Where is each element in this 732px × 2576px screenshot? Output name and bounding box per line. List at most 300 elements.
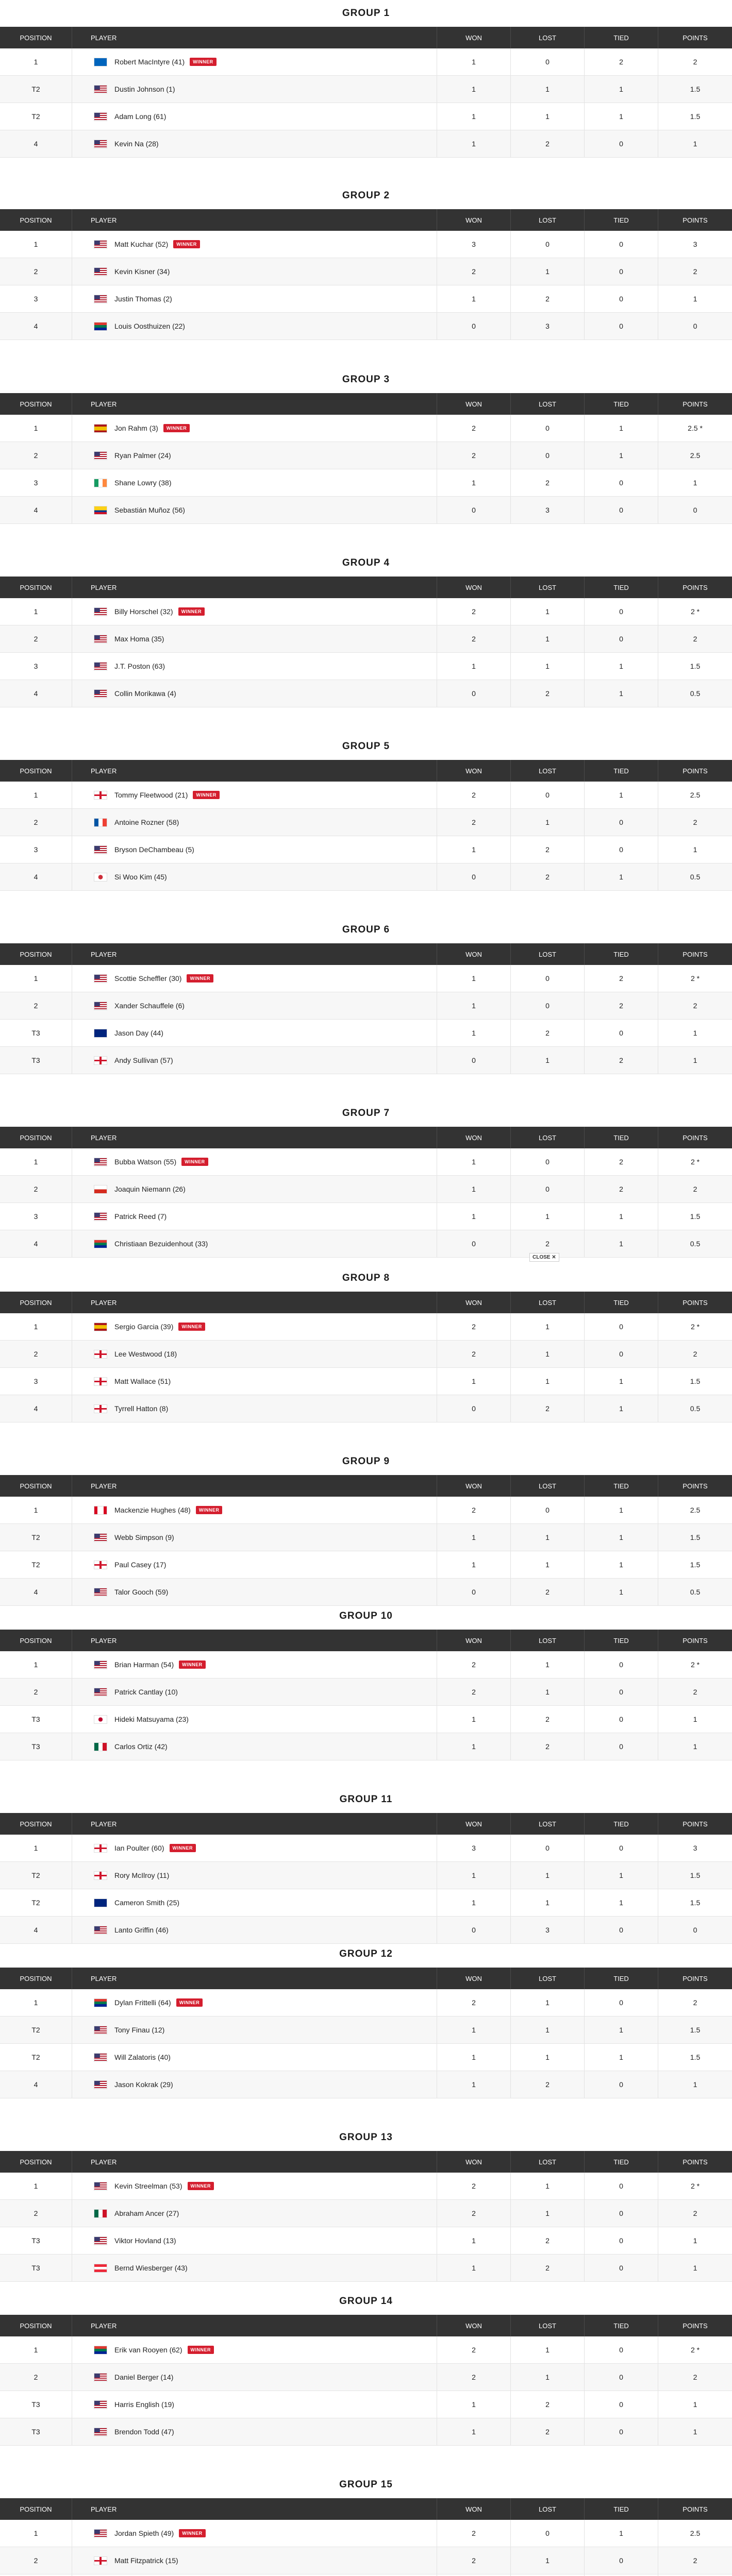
table-row — [0, 1733, 732, 1760]
points-cell: 2 — [693, 58, 697, 66]
won-cell: 2 — [437, 1679, 511, 1705]
won-cell: 1 — [437, 1706, 511, 1733]
player-name[interactable]: Talor Gooch (59) — [114, 1588, 169, 1596]
player-name[interactable]: Rory McIlroy (11) — [114, 1871, 170, 1879]
player-name[interactable]: Scottie Scheffler (30) — [114, 974, 182, 982]
table-row — [0, 1889, 732, 1917]
player-cell — [72, 1230, 437, 1257]
table-row — [0, 442, 732, 469]
flag-usa-icon — [94, 2182, 107, 2191]
won-cell: 1 — [437, 103, 511, 130]
table-row — [0, 1917, 732, 1944]
player-cell — [72, 2200, 437, 2227]
table-header — [0, 943, 732, 965]
position-cell: 3 — [0, 653, 72, 680]
table-row — [0, 76, 732, 103]
player-name[interactable]: Webb Simpson (9) — [114, 1533, 174, 1541]
player-name[interactable]: Viktor Hovland (13) — [114, 2236, 176, 2245]
points-cell: 2.5 — [690, 791, 701, 799]
table-row — [0, 258, 732, 285]
player-name[interactable]: Joaquin Niemann (26) — [114, 1185, 186, 1193]
position-cell: 2 — [0, 2364, 72, 2391]
player-name[interactable]: Kevin Na (28) — [114, 140, 159, 148]
player-name[interactable]: Lanto Griffin (46) — [114, 1926, 169, 1934]
player-name[interactable]: Lee Westwood (18) — [114, 1350, 177, 1358]
lost-cell: 1 — [511, 76, 585, 103]
player-name[interactable]: Tommy Fleetwood (21) — [114, 791, 188, 799]
group-title: GROUP 3 — [342, 374, 390, 385]
player-name[interactable]: Shane Lowry (38) — [114, 479, 172, 487]
header-position: POSITION — [0, 2151, 72, 2173]
position-cell: 2 — [0, 258, 72, 285]
tied-cell: 2 — [585, 965, 658, 992]
header-lost: LOST — [511, 1127, 585, 1148]
player-name[interactable]: Will Zalatoris (40) — [114, 2053, 171, 2061]
position-cell: T2 — [0, 1551, 72, 1578]
lost-cell: 1 — [511, 258, 585, 285]
player-name[interactable]: Collin Morikawa (4) — [114, 689, 176, 698]
position-cell: 3 — [0, 836, 72, 863]
flag-esp-icon — [94, 424, 107, 433]
position-cell: 4 — [0, 680, 72, 707]
position-cell: 1 — [0, 1989, 72, 2016]
standings-table — [0, 2315, 732, 2446]
position-cell: 2 — [0, 809, 72, 836]
player-name[interactable]: Kevin Kisner (34) — [114, 267, 170, 276]
won-cell: 1 — [437, 965, 511, 992]
position-cell: T3 — [0, 1020, 72, 1046]
header-won: WON — [437, 209, 511, 231]
header-tied: TIED — [585, 2315, 658, 2336]
lost-cell: 2 — [511, 836, 585, 863]
won-cell: 2 — [437, 2520, 511, 2547]
player-cell — [72, 1395, 437, 1422]
table-row — [0, 598, 732, 625]
player-cell — [72, 1679, 437, 1705]
points-cell: 1.5 — [690, 1533, 701, 1541]
winner-badge: WINNER — [173, 240, 200, 248]
lost-cell: 0 — [511, 2520, 585, 2547]
player-cell — [72, 598, 437, 625]
flag-usa-icon — [94, 1002, 107, 1010]
player-name[interactable]: Ian Poulter (60) — [114, 1844, 164, 1852]
points-cell: 1 — [693, 1056, 697, 1064]
group-section — [0, 550, 732, 707]
position-cell: T3 — [0, 1706, 72, 1733]
header-player: PLAYER — [72, 1475, 437, 1497]
table-row — [0, 680, 732, 707]
player-cell — [72, 2016, 437, 2043]
points-cell: 2 * — [690, 1323, 700, 1331]
tied-cell: 0 — [585, 2547, 658, 2574]
flag-usa-icon — [94, 451, 107, 460]
won-cell: 1 — [437, 2227, 511, 2254]
flag-eng-icon — [94, 1377, 107, 1386]
player-name[interactable]: Bernd Wiesberger (43) — [114, 2264, 188, 2272]
table-row — [0, 1203, 732, 1230]
flag-usa-icon — [94, 1158, 107, 1166]
table-row — [0, 2200, 732, 2227]
tied-cell: 0 — [585, 231, 658, 258]
lost-cell: 3 — [511, 313, 585, 340]
table-row — [0, 1047, 732, 1074]
player-name[interactable]: Abraham Ancer (27) — [114, 2209, 179, 2217]
position-cell: 2 — [0, 625, 72, 652]
won-cell: 2 — [437, 2364, 511, 2391]
lost-cell: 2 — [511, 1230, 585, 1257]
player-name[interactable]: Hideki Matsuyama (23) — [114, 1715, 189, 1723]
position-cell: 1 — [0, 2520, 72, 2547]
won-cell: 1 — [437, 653, 511, 680]
lost-cell: 1 — [511, 2364, 585, 2391]
table-row — [0, 231, 732, 258]
tied-cell: 0 — [585, 2391, 658, 2418]
position-cell: T3 — [0, 2227, 72, 2254]
header-lost: LOST — [511, 2498, 585, 2520]
player-name[interactable]: Tyrrell Hatton (8) — [114, 1404, 169, 1413]
header-position: POSITION — [0, 1475, 72, 1497]
group-title: GROUP 4 — [342, 557, 390, 568]
player-name[interactable]: Jason Day (44) — [114, 1029, 163, 1037]
header-won: WON — [437, 760, 511, 782]
player-name[interactable]: Matt Kuchar (52) — [114, 240, 169, 248]
header-tied: TIED — [585, 760, 658, 782]
player-name[interactable]: Dylan Frittelli (64) — [114, 1998, 171, 2007]
player-name[interactable]: Andy Sullivan (57) — [114, 1056, 173, 1064]
lost-cell: 2 — [511, 1020, 585, 1046]
standings-table — [0, 393, 732, 524]
won-cell: 2 — [437, 1497, 511, 1523]
points-cell: 2 * — [690, 974, 700, 982]
header-lost: LOST — [511, 209, 585, 231]
player-name[interactable]: Matt Wallace (51) — [114, 1377, 171, 1385]
points-cell: 2 * — [690, 1158, 700, 1166]
player-name[interactable]: Kevin Streelman (53) — [114, 2182, 182, 2190]
player-name[interactable]: Matt Fitzpatrick (15) — [114, 2556, 178, 2565]
header-tied: TIED — [585, 1630, 658, 1651]
position-cell: 4 — [0, 1230, 72, 1257]
position-cell: 1 — [0, 2173, 72, 2199]
table-row — [0, 1706, 732, 1733]
lost-cell: 2 — [511, 863, 585, 890]
player-name[interactable]: Ryan Palmer (24) — [114, 451, 171, 460]
player-name[interactable]: Si Woo Kim (45) — [114, 873, 167, 881]
table-row — [0, 1835, 732, 1862]
won-cell: 0 — [437, 1917, 511, 1943]
won-cell: 1 — [437, 2016, 511, 2043]
flag-jpn-icon — [94, 1715, 107, 1724]
player-name[interactable]: Jason Kokrak (29) — [114, 2080, 173, 2089]
standings-table — [0, 1630, 732, 1760]
player-name[interactable]: Mackenzie Hughes (48) — [114, 1506, 191, 1514]
header-won: WON — [437, 1292, 511, 1313]
standings-table — [0, 2498, 732, 2576]
position-cell: T3 — [0, 2418, 72, 2445]
player-name[interactable]: Justin Thomas (2) — [114, 295, 172, 303]
lost-cell: 1 — [511, 1989, 585, 2016]
flag-rsa-icon — [94, 322, 107, 331]
player-cell — [72, 680, 437, 707]
tied-cell: 0 — [585, 625, 658, 652]
player-cell — [72, 2418, 437, 2445]
points-cell: 1 — [693, 2080, 697, 2089]
lost-cell: 1 — [511, 2547, 585, 2574]
player-name[interactable]: Max Homa (35) — [114, 635, 164, 643]
header-won: WON — [437, 1127, 511, 1148]
group-title: GROUP 13 — [339, 2132, 393, 2143]
player-name[interactable]: Antoine Rozner (58) — [114, 818, 179, 826]
tied-cell: 0 — [585, 836, 658, 863]
header-tied: TIED — [585, 1127, 658, 1148]
position-cell: 2 — [0, 2200, 72, 2227]
lost-cell: 2 — [511, 285, 585, 312]
lost-cell: 1 — [511, 1524, 585, 1551]
player-name[interactable]: Harris English (19) — [114, 2400, 174, 2409]
player-name[interactable]: Sebastián Muñoz (56) — [114, 506, 185, 514]
tied-cell: 2 — [585, 992, 658, 1019]
tied-cell: 0 — [585, 1020, 658, 1046]
group-title: GROUP 5 — [342, 741, 390, 752]
table-row — [0, 1020, 732, 1047]
lost-cell: 2 — [511, 2255, 585, 2281]
group-section — [0, 2124, 732, 2282]
player-name[interactable]: Jon Rahm (3) — [114, 424, 158, 432]
table-header — [0, 577, 732, 598]
table-header — [0, 393, 732, 415]
position-cell: 4 — [0, 497, 72, 523]
header-player: PLAYER — [72, 27, 437, 48]
player-name[interactable]: Bryson DeChambeau (5) — [114, 845, 194, 854]
player-cell — [72, 231, 437, 258]
flag-usa-icon — [94, 2529, 107, 2538]
tied-cell: 1 — [585, 1889, 658, 1916]
table-row — [0, 48, 732, 76]
player-name[interactable]: Tony Finau (12) — [114, 2026, 165, 2034]
lost-cell: 2 — [511, 1706, 585, 1733]
header-player: PLAYER — [72, 2151, 437, 2173]
player-name[interactable]: Dustin Johnson (1) — [114, 85, 175, 93]
table-header — [0, 2151, 732, 2173]
header-points: POINTS — [683, 767, 708, 775]
flag-usa-icon — [94, 267, 107, 276]
tied-cell: 0 — [585, 2200, 658, 2227]
points-cell: 1.5 — [690, 85, 701, 93]
table-row — [0, 625, 732, 653]
tied-cell: 2 — [585, 1047, 658, 1074]
winner-badge: WINNER — [188, 2182, 214, 2190]
player-cell — [72, 2520, 437, 2547]
standings-table — [0, 1292, 732, 1422]
won-cell: 2 — [437, 1989, 511, 2016]
header-lost: LOST — [511, 577, 585, 598]
lost-cell: 3 — [511, 1917, 585, 1943]
player-name[interactable]: Billy Horschel (32) — [114, 607, 173, 616]
header-won: WON — [437, 1630, 511, 1651]
header-lost: LOST — [511, 760, 585, 782]
player-name[interactable]: Bubba Watson (55) — [114, 1158, 177, 1166]
tied-cell: 2 — [585, 48, 658, 75]
player-cell — [72, 48, 437, 75]
won-cell: 2 — [437, 1651, 511, 1678]
group-title: GROUP 15 — [339, 2479, 393, 2490]
flag-fra-icon — [94, 818, 107, 827]
won-cell: 2 — [437, 598, 511, 625]
table-row — [0, 1497, 732, 1524]
player-name[interactable]: Daniel Berger (14) — [114, 2373, 174, 2381]
tied-cell: 0 — [585, 2071, 658, 2098]
points-cell: 1 — [693, 295, 697, 303]
lost-cell: 1 — [511, 598, 585, 625]
player-cell — [72, 1651, 437, 1678]
player-name[interactable]: Christiaan Bezuidenhout (33) — [114, 1240, 208, 1248]
points-cell: 1 — [693, 2428, 697, 2436]
tied-cell: 0 — [585, 1679, 658, 1705]
flag-usa-icon — [94, 2026, 107, 2035]
position-cell: 4 — [0, 313, 72, 340]
position-cell: 1 — [0, 965, 72, 992]
player-name[interactable]: Jordan Spieth (49) — [114, 2529, 174, 2537]
player-cell — [72, 992, 437, 1019]
table-row — [0, 965, 732, 992]
lost-cell: 1 — [511, 2016, 585, 2043]
flag-usa-icon — [94, 240, 107, 249]
won-cell: 2 — [437, 625, 511, 652]
header-points: POINTS — [683, 216, 708, 224]
header-points: POINTS — [683, 2321, 708, 2330]
tied-cell: 1 — [585, 1368, 658, 1395]
tied-cell: 1 — [585, 1230, 658, 1257]
lost-cell: 0 — [511, 1176, 585, 1202]
table-row — [0, 653, 732, 680]
won-cell: 0 — [437, 863, 511, 890]
points-cell: 2 — [693, 1002, 697, 1010]
points-cell: 2.5 — [690, 451, 701, 460]
player-name[interactable]: Sergio Garcia (39) — [114, 1323, 174, 1331]
header-won: WON — [437, 1475, 511, 1497]
points-cell: 1.5 — [690, 1377, 701, 1385]
header-tied: TIED — [585, 1475, 658, 1497]
tied-cell: 0 — [585, 2336, 658, 2363]
header-tied: TIED — [585, 393, 658, 415]
won-cell: 0 — [437, 1395, 511, 1422]
player-cell — [72, 2071, 437, 2098]
player-name[interactable]: Carlos Ortiz (42) — [114, 1742, 168, 1751]
won-cell: 2 — [437, 2200, 511, 2227]
player-name[interactable]: Patrick Reed (7) — [114, 1212, 167, 1221]
flag-eng-icon — [94, 1350, 107, 1359]
points-cell: 2 * — [690, 1660, 700, 1669]
lost-cell: 1 — [511, 1889, 585, 1916]
lost-cell: 2 — [511, 469, 585, 496]
flag-usa-icon — [94, 112, 107, 121]
table-row — [0, 2336, 732, 2364]
player-name[interactable]: Robert MacIntyre (41) — [114, 58, 185, 66]
flag-irl-icon — [94, 479, 107, 487]
lost-cell: 2 — [511, 2227, 585, 2254]
tied-cell: 0 — [585, 1989, 658, 2016]
table-header — [0, 1127, 732, 1148]
lost-cell: 1 — [511, 1551, 585, 1578]
player-name[interactable]: Paul Casey (17) — [114, 1561, 167, 1569]
header-position: POSITION — [0, 1968, 72, 1989]
player-name[interactable]: Brendon Todd (47) — [114, 2428, 174, 2436]
player-name[interactable]: Louis Oosthuizen (22) — [114, 322, 185, 330]
lost-cell: 0 — [511, 442, 585, 469]
tied-cell: 0 — [585, 2364, 658, 2391]
flag-col-icon — [94, 506, 107, 515]
points-cell: 1.5 — [690, 112, 701, 121]
player-cell — [72, 1835, 437, 1861]
player-name[interactable]: J.T. Poston (63) — [114, 662, 165, 670]
player-name[interactable]: Erik van Rooyen (62) — [114, 2346, 182, 2354]
flag-usa-icon — [94, 1660, 107, 1669]
group-section — [0, 182, 732, 340]
flag-usa-icon — [94, 1926, 107, 1935]
flag-usa-icon — [94, 2428, 107, 2436]
lost-cell: 1 — [511, 1313, 585, 1340]
player-cell — [72, 965, 437, 992]
lost-cell: 1 — [511, 1368, 585, 1395]
flag-usa-icon — [94, 662, 107, 671]
player-name[interactable]: Cameron Smith (25) — [114, 1899, 180, 1907]
flag-usa-icon — [94, 1533, 107, 1542]
player-name[interactable]: Adam Long (61) — [114, 112, 167, 121]
won-cell: 2 — [437, 415, 511, 442]
table-row — [0, 1176, 732, 1203]
lost-cell: 1 — [511, 1862, 585, 1889]
tied-cell: 1 — [585, 1395, 658, 1422]
player-name[interactable]: Xander Schauffele (6) — [114, 1002, 185, 1010]
player-cell — [72, 469, 437, 496]
flag-rsa-icon — [94, 1240, 107, 1248]
player-name[interactable]: Brian Harman (54) — [114, 1660, 174, 1669]
position-cell: 1 — [0, 1835, 72, 1861]
standings-table — [0, 1127, 732, 1258]
close-button[interactable]: CLOSE ✕ — [529, 1253, 559, 1262]
flag-usa-icon — [94, 1688, 107, 1697]
won-cell: 0 — [437, 1579, 511, 1605]
position-cell: T2 — [0, 1889, 72, 1916]
position-cell: 1 — [0, 231, 72, 258]
tied-cell: 1 — [585, 782, 658, 808]
flag-sco-icon — [94, 58, 107, 66]
tied-cell: 0 — [585, 1313, 658, 1340]
table-header — [0, 2498, 732, 2520]
winner-badge: WINNER — [176, 1998, 203, 2007]
header-won: WON — [437, 577, 511, 598]
won-cell: 1 — [437, 836, 511, 863]
player-name[interactable]: Patrick Cantlay (10) — [114, 1688, 178, 1696]
position-cell: 3 — [0, 1203, 72, 1230]
header-tied: TIED — [585, 209, 658, 231]
winner-badge: WINNER — [179, 1660, 206, 1669]
winner-badge: WINNER — [178, 607, 205, 616]
group-title: GROUP 7 — [342, 1108, 390, 1118]
points-cell: 1.5 — [690, 1871, 701, 1879]
flag-eng-icon — [94, 2556, 107, 2565]
group-section — [0, 1603, 732, 1760]
lost-cell: 1 — [511, 1341, 585, 1367]
player-cell — [72, 1148, 437, 1175]
lost-cell: 2 — [511, 2418, 585, 2445]
player-cell — [72, 2364, 437, 2391]
points-cell: 1 — [693, 2236, 697, 2245]
tied-cell: 0 — [585, 1733, 658, 1760]
lost-cell: 1 — [511, 2173, 585, 2199]
tied-cell: 1 — [585, 653, 658, 680]
won-cell: 1 — [437, 1368, 511, 1395]
tied-cell: 1 — [585, 1203, 658, 1230]
